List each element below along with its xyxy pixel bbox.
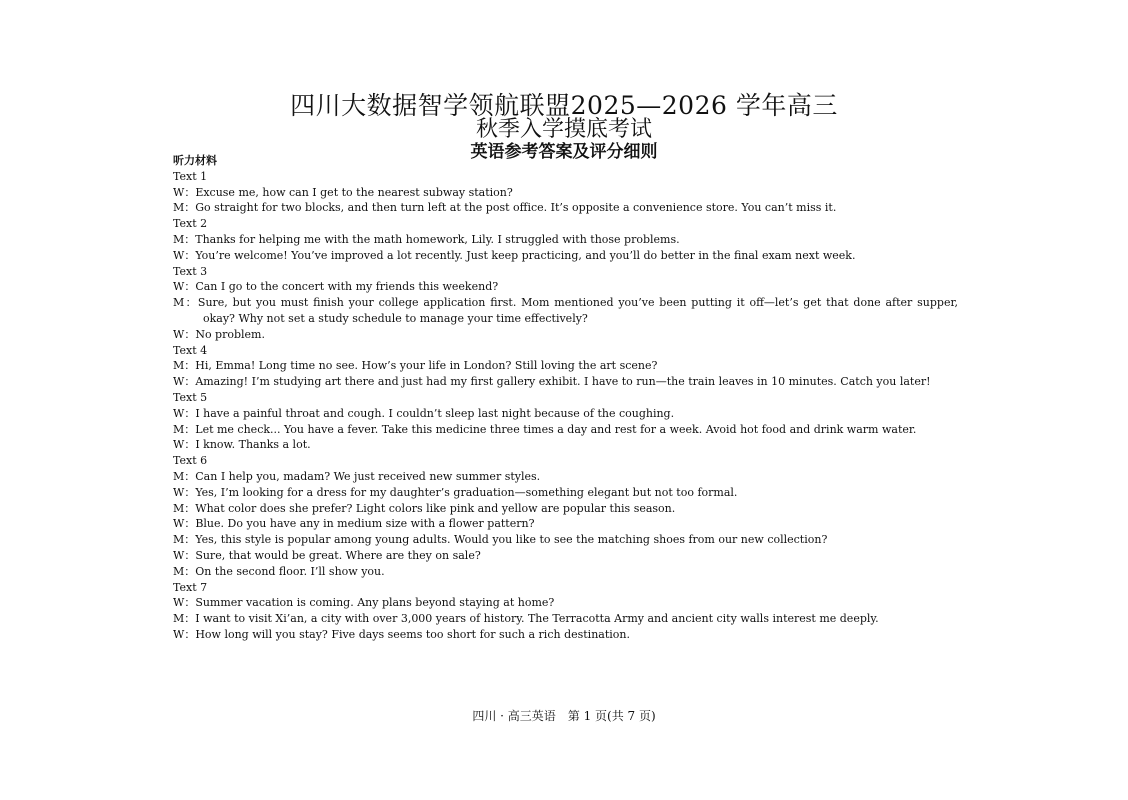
dialogue-text: On the second floor. I’ll show you. [195, 564, 385, 578]
dialogue-line [173, 295, 958, 327]
speaker-label: W [173, 438, 185, 452]
dialogue-line [173, 611, 958, 627]
speaker-separator: ： [184, 548, 196, 562]
speaker-separator: ： [184, 564, 196, 578]
dialogue-line [173, 485, 958, 501]
dialogue-text: Let me check... You have a fever. Take this medicine three times a day and rest for a week. Avoid hot food and drink warm water. [195, 422, 917, 436]
dialogue-line [173, 200, 958, 216]
speaker-label: W [173, 517, 185, 531]
dialogue-text: I know. Thanks a lot. [195, 438, 311, 452]
speaker-label: M [173, 612, 185, 626]
speaker-separator: ： [184, 627, 196, 641]
speaker-label: W [173, 185, 185, 199]
dialogue-text: Yes, I’m looking for a dress for my daughter’s graduation—something elegant but not too formal. [195, 485, 738, 499]
speaker-separator: ： [184, 533, 196, 547]
dialogue-line [173, 595, 958, 611]
speaker-label: W [173, 596, 185, 610]
dialogue-line [173, 374, 958, 390]
speaker-label: M [173, 201, 185, 215]
dialogue-line [173, 327, 958, 343]
exam-title: 四川大数据智学领航联盟2025—2026 学年高三 [290, 91, 838, 120]
dialogue-text: Go straight for two blocks, and then turn left at the post office. It’s opposite a convenience store. You can’t miss it. [195, 201, 837, 215]
speaker-separator: ： [184, 296, 198, 310]
dialogue-text: You’re welcome! You’ve improved a lot recently. Just keep practicing, and you’ll do better in the final exam next week. [195, 248, 856, 262]
speaker-separator: ： [184, 422, 196, 436]
dialogue-line [173, 232, 958, 248]
speaker-separator: ： [184, 612, 196, 626]
dialogue-line [173, 185, 958, 201]
dialogue-line [173, 248, 958, 264]
section-label: 听力材料 [173, 154, 217, 167]
text-heading: Text 7 [173, 580, 208, 594]
speaker-label: W [173, 406, 185, 420]
text-heading: Text 4 [173, 343, 208, 357]
listening-transcript [173, 153, 958, 643]
speaker-separator: ： [184, 596, 196, 610]
dialogue-text: Yes, this style is popular among young adults. Would you like to see the matching shoes from our new collection? [195, 533, 828, 547]
dialogue-line [173, 279, 958, 295]
speaker-label: W [173, 327, 185, 341]
dialogue-line [173, 358, 958, 374]
speaker-separator: ： [184, 280, 196, 294]
dialogue-text: Can I help you, madam? We just received new summer styles. [195, 469, 541, 483]
speaker-separator: ： [184, 469, 196, 483]
dialogue-text: Amazing! I’m studying art there and just had my first gallery exhibit. I have to run—the train leaves in 10 minutes. Catch you later! [195, 375, 931, 389]
speaker-label: M [173, 501, 185, 515]
speaker-separator: ： [184, 201, 196, 215]
dialogue-line [173, 516, 958, 532]
text-heading: Text 6 [173, 454, 208, 468]
dialogue-text: What color does she prefer? Light colors like pink and yellow are popular this season. [195, 501, 676, 515]
text-heading: Text 2 [173, 217, 208, 231]
dialogue-line [173, 422, 958, 438]
dialogue-line [173, 548, 958, 564]
dialogue-line [173, 501, 958, 517]
speaker-label: M [173, 533, 185, 547]
speaker-label: W [173, 627, 185, 641]
dialogue-text: How long will you stay? Five days seems too short for such a rich destination. [195, 627, 630, 641]
speaker-label: W [173, 485, 185, 499]
dialogue-text: Blue. Do you have any in medium size with a flower pattern? [195, 517, 535, 531]
speaker-label: W [173, 548, 185, 562]
dialogue-text: Summer vacation is coming. Any plans beyond staying at home? [195, 596, 555, 610]
speaker-separator: ： [184, 232, 196, 246]
dialogue-text: Hi, Emma! Long time no see. How’s your life in London? Still loving the art scene? [195, 359, 658, 373]
speaker-label: W [173, 375, 185, 389]
speaker-label: M [173, 564, 185, 578]
text-heading: Text 1 [173, 169, 208, 183]
exam-subtitle: 秋季入学摸底考试 [475, 117, 652, 142]
dialogue-text: Can I go to the concert with my friends this weekend? [195, 280, 499, 294]
dialogue-line [173, 469, 958, 485]
speaker-label: M [173, 232, 185, 246]
dialogue-line [173, 532, 958, 548]
speaker-separator: ： [184, 485, 196, 499]
speaker-separator: ： [184, 517, 196, 531]
dialogue-text: Thanks for helping me with the math homework, Lily. I struggled with those problems. [195, 232, 680, 246]
dialogue-line [173, 564, 958, 580]
text-heading: Text 5 [173, 390, 208, 404]
speaker-separator: ： [184, 438, 196, 452]
speaker-separator: ： [184, 248, 196, 262]
speaker-label: M [173, 359, 185, 373]
text-heading: Text 3 [173, 264, 208, 278]
answer-key-title: 英语参考答案及评分细则 [470, 142, 658, 162]
dialogue-line [173, 437, 958, 453]
speaker-separator: ： [184, 185, 196, 199]
speaker-separator: ： [184, 375, 196, 389]
transcript-texts [173, 169, 958, 643]
speaker-label: W [173, 248, 185, 262]
speaker-separator: ： [184, 406, 196, 420]
speaker-separator: ： [184, 501, 196, 515]
dialogue-text: Sure, that would be great. Where are they on sale? [195, 548, 481, 562]
dialogue-text: I have a painful throat and cough. I couldn’t sleep last night because of the coughing. [195, 406, 675, 420]
dialogue-text: I want to visit Xi’an, a city with over 3,000 years of history. The Terracotta Army and ancient city walls interest me deeply. [195, 612, 879, 626]
speaker-label: M [173, 422, 185, 436]
dialogue-text: Sure, but you must finish your college application first. Mom mentioned you’ve been putting it off—let’s get that done after supper, okay? Why not set a study schedule to manage your time effectively? [197, 296, 958, 325]
speaker-separator: ： [184, 359, 196, 373]
speaker-label: M [173, 296, 185, 310]
speaker-label: W [173, 280, 185, 294]
speaker-separator: ： [184, 327, 196, 341]
dialogue-line [173, 406, 958, 422]
dialogue-line [173, 627, 958, 643]
page-footer: 四川 · 高三英语 第 1 页(共 7 页) [472, 709, 656, 723]
speaker-label: M [173, 469, 185, 483]
dialogue-text: Excuse me, how can I get to the nearest subway station? [195, 185, 513, 199]
dialogue-text: No problem. [195, 327, 265, 341]
